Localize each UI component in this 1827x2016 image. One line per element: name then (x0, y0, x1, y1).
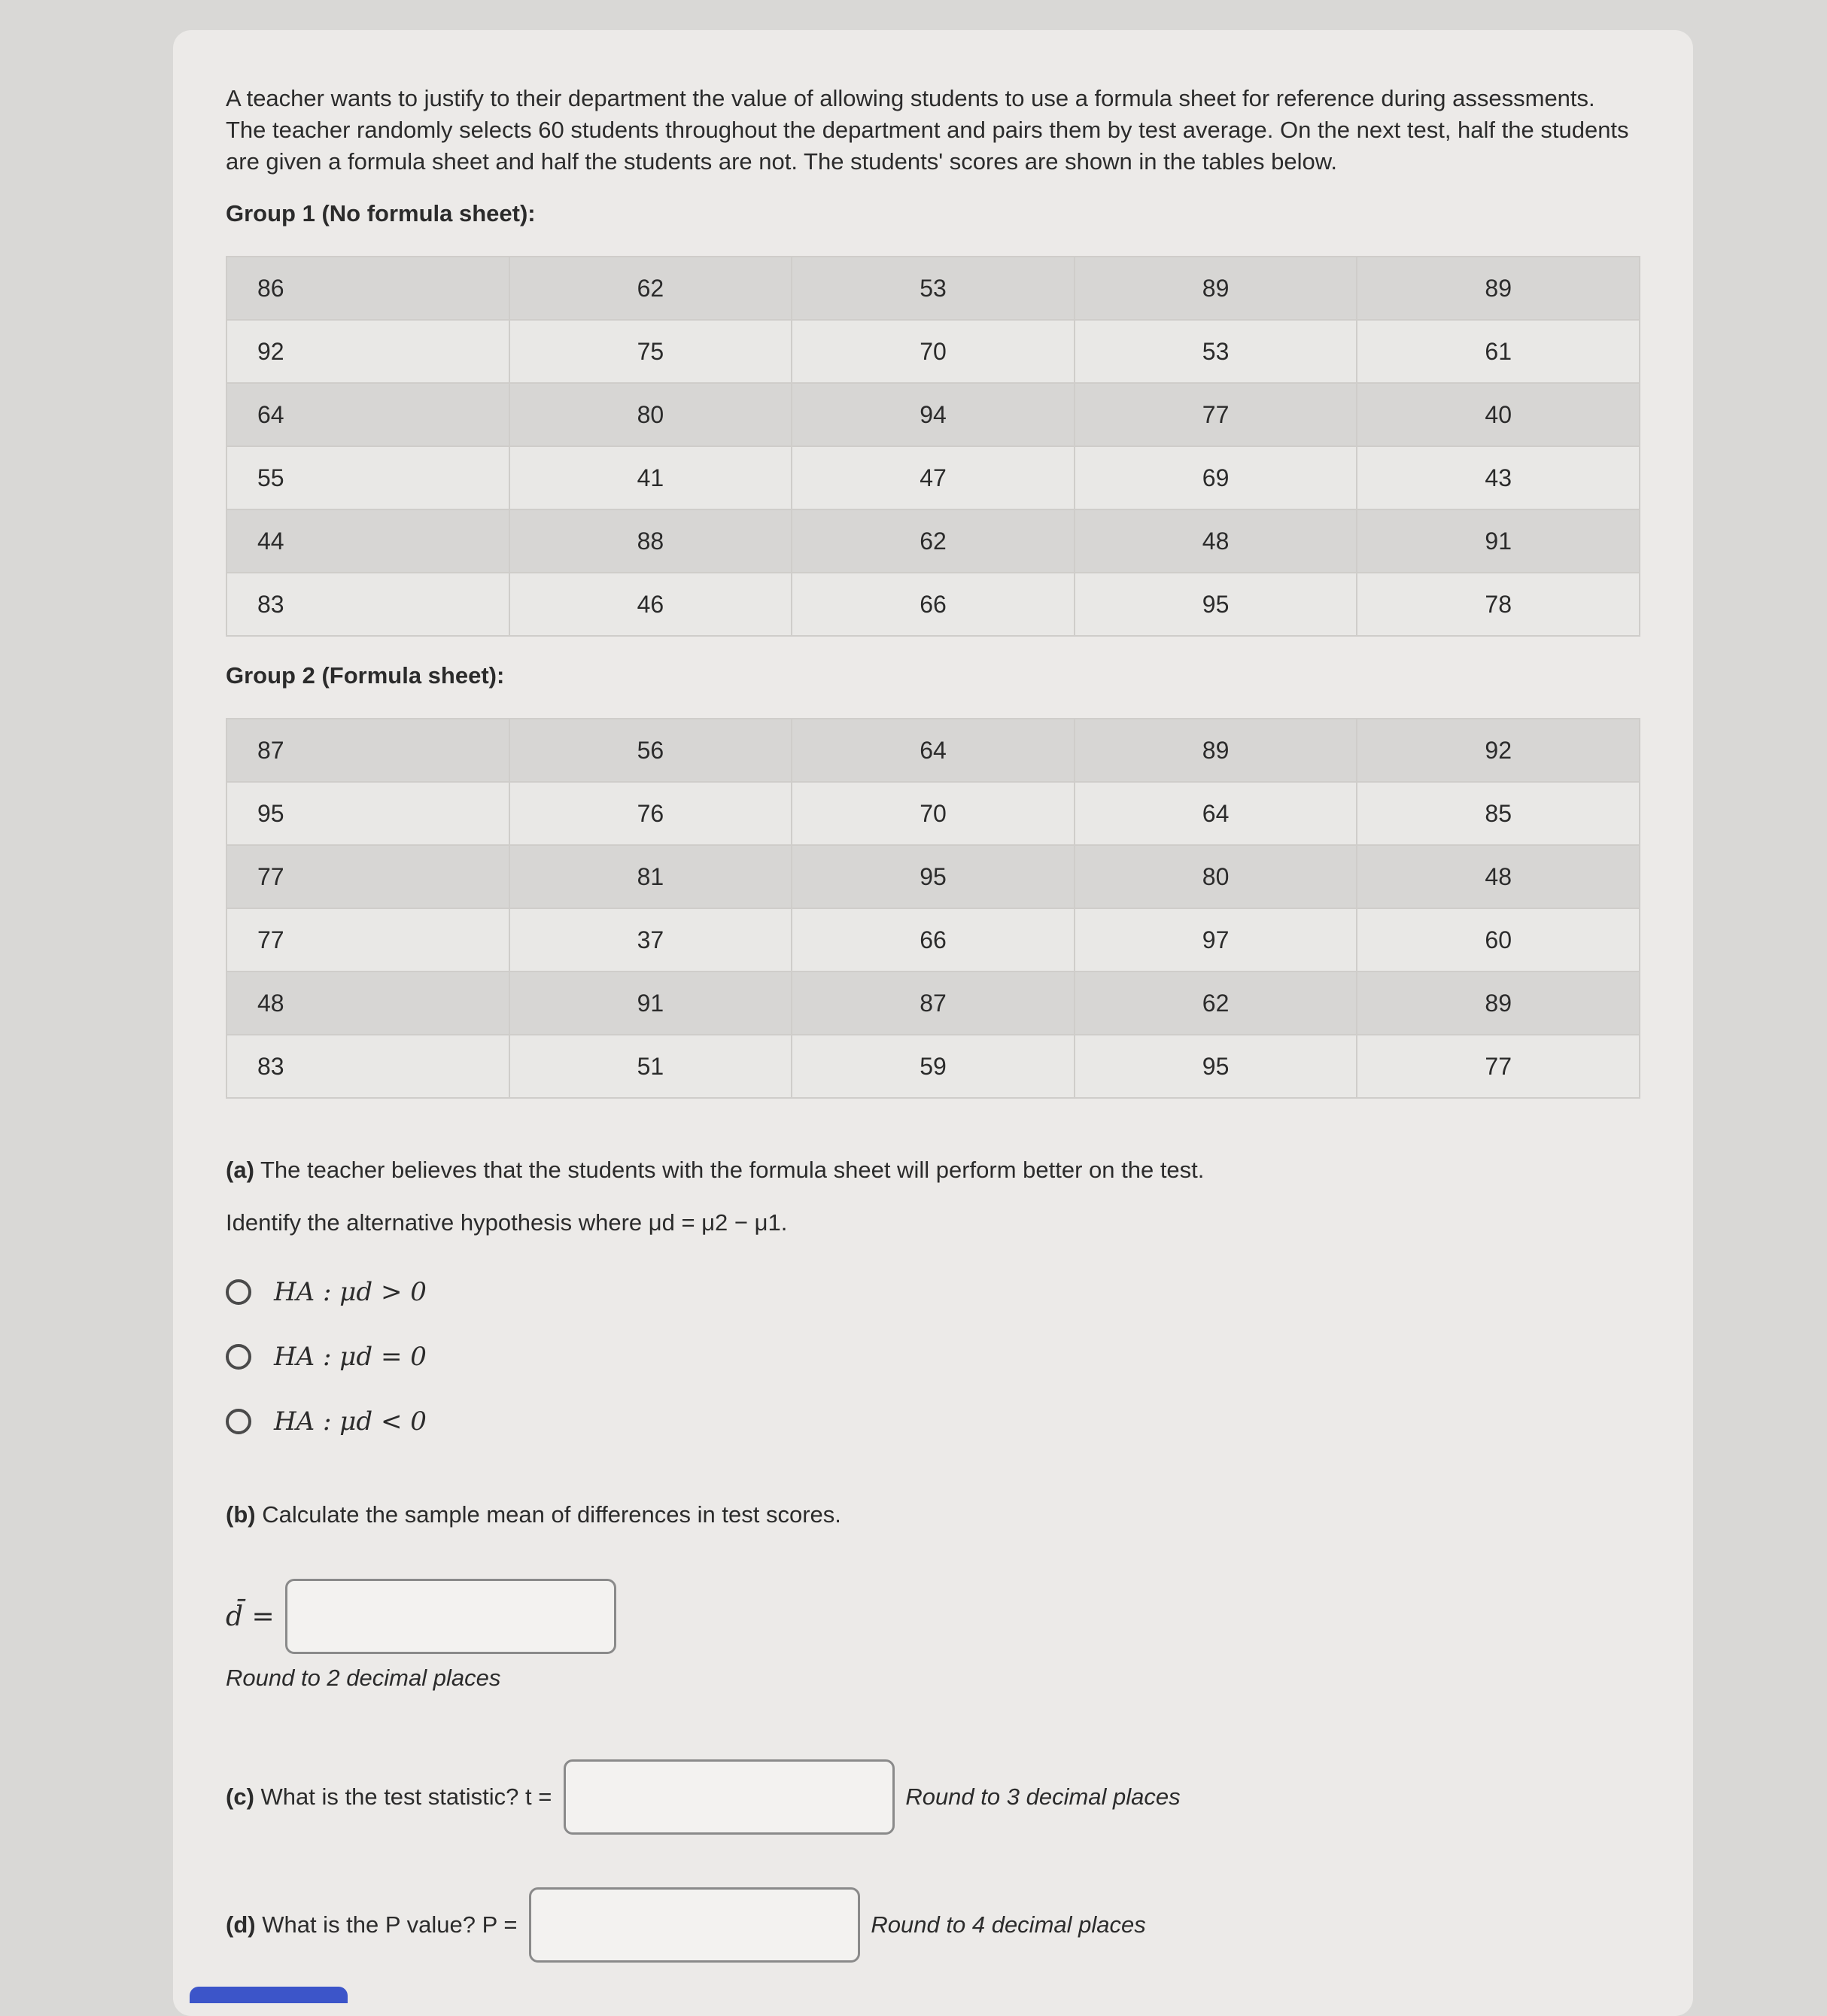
group2-cell: 76 (509, 782, 792, 845)
group1-cell: 94 (792, 383, 1075, 446)
group2-row (226, 719, 1640, 782)
option-equal-label: HA : μd = 0 (274, 1342, 427, 1372)
part-a-prompt (226, 1154, 1640, 1186)
part-b-label: (b) (226, 1501, 256, 1528)
group1-cell: 62 (792, 509, 1075, 573)
group2-cell: 62 (1075, 972, 1357, 1035)
group2-cell: 56 (509, 719, 792, 782)
part-c-hint: Round to 3 decimal places (905, 1783, 1181, 1810)
p-value-input[interactable] (529, 1887, 860, 1963)
option-greater-label: HA : μd > 0 (274, 1277, 427, 1307)
group1-row (226, 446, 1640, 509)
group2-row (226, 1035, 1640, 1098)
group1-cell: 55 (226, 446, 509, 509)
group2-row (226, 972, 1640, 1035)
group2-cell: 51 (509, 1035, 792, 1098)
mean-difference-input[interactable] (285, 1579, 616, 1654)
group2-row (226, 845, 1640, 908)
part-d-prompt (226, 1909, 517, 1941)
group1-cell: 47 (792, 446, 1075, 509)
group1-cell: 89 (1357, 257, 1640, 320)
group2-cell: 89 (1357, 972, 1640, 1035)
group1-cell: 53 (1075, 320, 1357, 383)
group2-cell: 87 (226, 719, 509, 782)
group1-row (226, 509, 1640, 573)
option-less-label: HA : μd < 0 (274, 1406, 427, 1437)
part-d-hint: Round to 4 decimal places (871, 1911, 1146, 1938)
part-a-text: The teacher believes that the students with the formula sheet will perform better on the test. (260, 1157, 1205, 1183)
group2-row (226, 908, 1640, 972)
part-a-label: (a) (226, 1157, 254, 1183)
group1-cell: 83 (226, 573, 509, 636)
part-b-answer-row (226, 1579, 1640, 1654)
group1-cell: 62 (509, 257, 792, 320)
radio-equal[interactable] (226, 1344, 251, 1370)
group1-cell: 43 (1357, 446, 1640, 509)
group2-cell: 48 (1357, 845, 1640, 908)
part-c-prompt (226, 1781, 552, 1813)
part-d-answer-row (226, 1887, 1640, 1963)
part-d-text: What is the P value? P = (262, 1911, 518, 1938)
option-less[interactable] (226, 1389, 1640, 1454)
part-b-prompt (226, 1499, 1640, 1531)
group1-cell: 46 (509, 573, 792, 636)
part-b-text: Calculate the sample mean of differences in test scores. (262, 1501, 841, 1528)
question-card (173, 30, 1693, 2016)
part-a-identify: Identify the alternative hypothesis where μd = μ2 − μ1. (226, 1209, 788, 1236)
group2-row (226, 782, 1640, 845)
group1-cell: 92 (226, 320, 509, 383)
group1-cell: 41 (509, 446, 792, 509)
part-c-text: What is the test statistic? t = (260, 1783, 552, 1810)
part-c-label: (c) (226, 1783, 254, 1810)
group2-cell: 64 (792, 719, 1075, 782)
group1-row (226, 257, 1640, 320)
group1-title: Group 1 (No formula sheet): (226, 200, 536, 227)
group2-cell: 89 (1075, 719, 1357, 782)
group2-title: Group 2 (Formula sheet): (226, 662, 505, 689)
group1-cell: 66 (792, 573, 1075, 636)
group2-cell: 91 (509, 972, 792, 1035)
group2-cell: 81 (509, 845, 792, 908)
group1-cell: 89 (1075, 257, 1357, 320)
group2-cell: 83 (226, 1035, 509, 1098)
part-d-label: (d) (226, 1911, 256, 1938)
group1-cell: 69 (1075, 446, 1357, 509)
option-equal[interactable] (226, 1324, 1640, 1389)
test-statistic-input[interactable] (564, 1759, 895, 1835)
part-b-hint: Round to 2 decimal places (226, 1665, 501, 1691)
group1-cell: 48 (1075, 509, 1357, 573)
group2-cell: 70 (792, 782, 1075, 845)
group2-cell: 64 (1075, 782, 1357, 845)
group2-cell: 95 (792, 845, 1075, 908)
group1-table (226, 256, 1640, 637)
group2-table (226, 718, 1640, 1099)
group2-cell: 77 (226, 845, 509, 908)
group1-row (226, 573, 1640, 636)
group1-cell: 70 (792, 320, 1075, 383)
group1-cell: 88 (509, 509, 792, 573)
group1-cell: 53 (792, 257, 1075, 320)
group2-cell: 66 (792, 908, 1075, 972)
group1-cell: 78 (1357, 573, 1640, 636)
group2-cell: 87 (792, 972, 1075, 1035)
group2-cell: 60 (1357, 908, 1640, 972)
group2-cell: 92 (1357, 719, 1640, 782)
group2-cell: 77 (1357, 1035, 1640, 1098)
group1-cell: 64 (226, 383, 509, 446)
part-c-answer-row (226, 1759, 1640, 1835)
group1-cell: 61 (1357, 320, 1640, 383)
group1-cell: 86 (226, 257, 509, 320)
group1-cell: 40 (1357, 383, 1640, 446)
submit-button-edge[interactable] (190, 1987, 348, 2003)
group2-cell: 80 (1075, 845, 1357, 908)
radio-greater[interactable] (226, 1279, 251, 1305)
group2-cell: 97 (1075, 908, 1357, 972)
question-content (226, 83, 1640, 1963)
group1-cell: 80 (509, 383, 792, 446)
group2-cell: 95 (1075, 1035, 1357, 1098)
group1-cell: 95 (1075, 573, 1357, 636)
group2-cell: 48 (226, 972, 509, 1035)
group2-cell: 95 (226, 782, 509, 845)
group1-row (226, 320, 1640, 383)
dbar-symbol: d̄ = (226, 1601, 275, 1632)
group1-cell: 44 (226, 509, 509, 573)
group1-row (226, 383, 1640, 446)
group2-cell: 77 (226, 908, 509, 972)
group2-cell: 59 (792, 1035, 1075, 1098)
group2-cell: 85 (1357, 782, 1640, 845)
hypothesis-options (226, 1260, 1640, 1454)
group2-cell: 37 (509, 908, 792, 972)
intro-text: A teacher wants to justify to their department the value of allowing students to use a formula sheet for reference during assessments. The teacher randomly selects 60 students throughout the department and pairs them by test average. On the next test, half the students are given a formula sheet and half the students are not. The students' scores are shown in the tables below. (226, 85, 1629, 175)
group1-cell: 75 (509, 320, 792, 383)
radio-less[interactable] (226, 1409, 251, 1434)
option-greater[interactable] (226, 1260, 1640, 1324)
group1-cell: 91 (1357, 509, 1640, 573)
group1-cell: 77 (1075, 383, 1357, 446)
